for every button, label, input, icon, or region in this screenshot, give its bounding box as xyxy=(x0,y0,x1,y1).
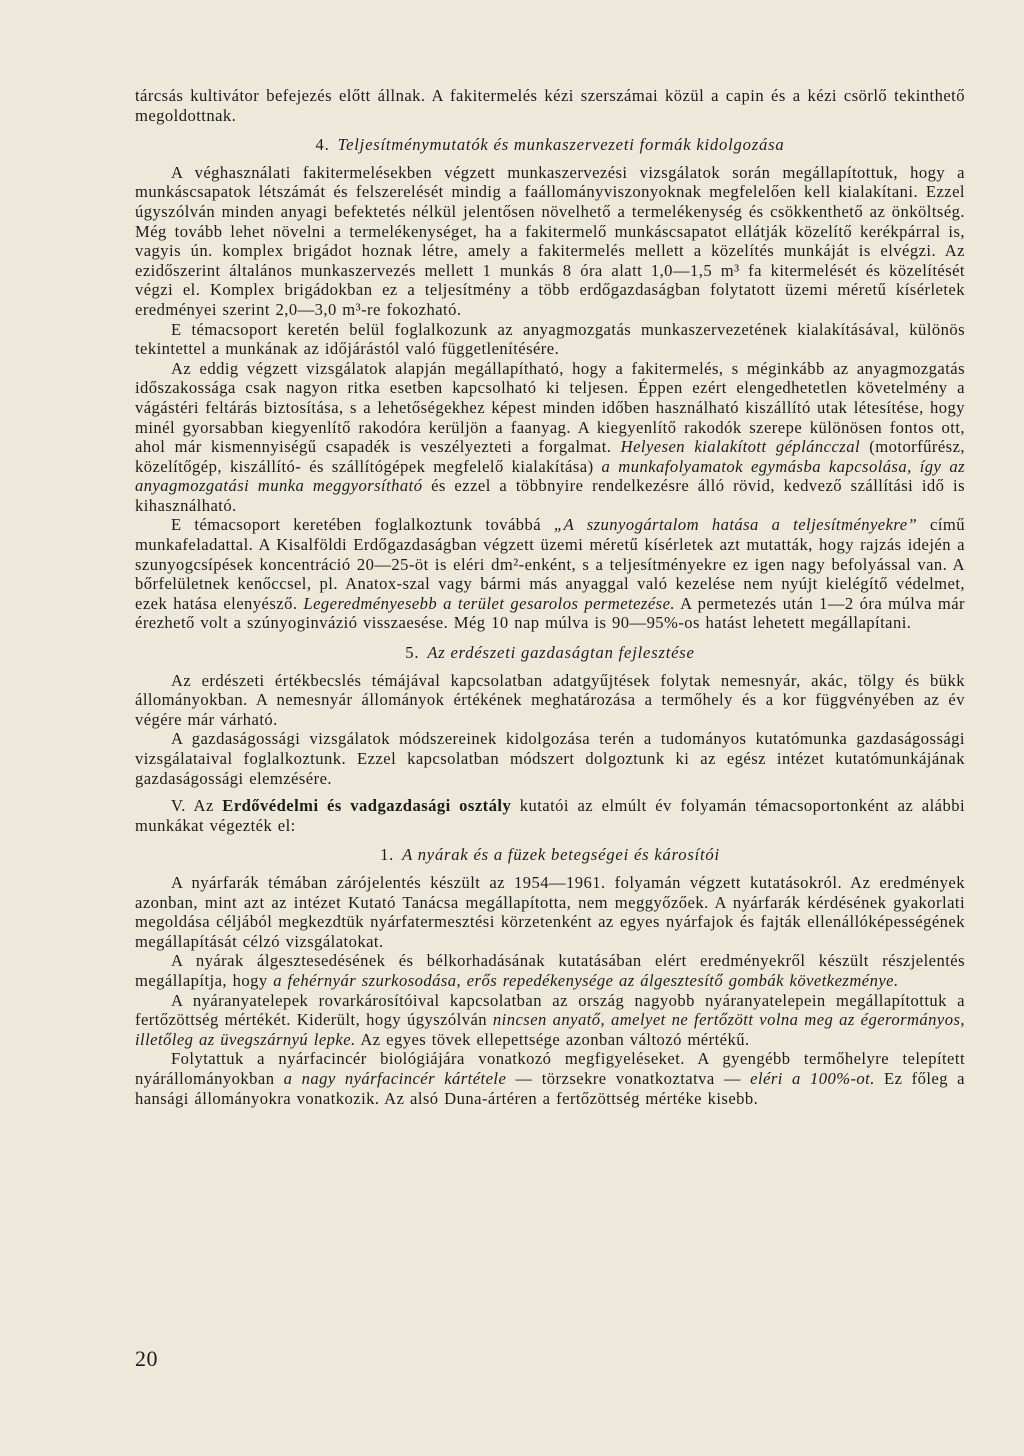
text-run: című munkafeladattal. A Kisalföldi Erdőgazdaságban végzett üzemi méretű kísérletek azt mutatták, hogy rajzás idején a szunyogcsípések koncentráció 20—25-öt is eléri dm²-enként, s a teljesítményekre ez igen nagy befolyással van. A bőrfelületnek kenőccsel, pl. Anatox-szal vagy bármi más anyaggal való kezelése nem nyújt kielégítő védelmet, ezek hatása elenyésző. xyxy=(135,515,966,613)
text-run: és ezzel a többnyire rendelkezésre álló rövid, kedvező szállítási idő is kihasználható. xyxy=(135,476,965,515)
text-run: — törzsekre vonatkoztatva — xyxy=(506,1068,751,1088)
section-5-paragraph-2: A gazdaságossági vizsgálatok módszereinek kidolgozása terén a tudományos kutatómunka gazdaságossági vizsgálataival foglalkoztunk. Ezzel kapcsolatban módszert dolgoztunk ki az egész intézet kutatómunkájának gazdaságossági elemzésére. xyxy=(135,729,965,788)
text-run: A permetezés után 1—2 óra múlva már érezhető volt a szúnyoginvázió visszaesése. Még 10 nap múlva is 90—95%-os hatást lehetett megállapítani. xyxy=(135,593,966,633)
text-run: E témacsoport keretében foglalkoztunk továbbá xyxy=(171,515,554,535)
emphasis-run: a fehérnyár szurkosodása, erős repedékenysége az álgesztesítő gombák következménye. xyxy=(273,970,899,990)
text-column xyxy=(135,86,965,1108)
subsection-1-heading xyxy=(135,845,965,865)
spacer xyxy=(135,788,965,796)
section-4-heading xyxy=(135,135,965,155)
subsection-1-paragraph-2 xyxy=(135,951,965,990)
subsection-1-paragraph-1: A nyárfarák témában zárójelentés készült az 1954—1961. folyamán végzett kutatásokról. Az eredmények azonban, mint azt az intézet Kutató Tanácsa megállapította, nem meggyőzőek. A nyárfarák kérdésének gyakorlati megoldása céljából megkezdtük nyárfatermesztési körzetenként az egyes nyárfajok és fajták ellenállóképességének megállapítását célzó vizsgálatokat. xyxy=(135,872,965,951)
section-5-heading xyxy=(135,643,965,663)
emphasis-run: a nagy nyárfacincér kártétele xyxy=(283,1068,507,1088)
subsection-1-title: A nyárak és a füzek betegségei és károsítói xyxy=(402,845,720,865)
emphasis-run: Legeredményesebb a terület gesarolos permetezése. xyxy=(303,593,675,613)
section-4-paragraph-1: A véghasználati fakitermelésekben végzett munkaszervezési vizsgálatok során megállapítottuk, hogy a munkáscsapatok létszámát és felszerelését mindig a faállományviszonyoknak megfelelően kell kialakítani. Ezzel úgyszólván minden anyagi befektetés nélkül jelentősen növelhető a termelékenység és csökkenthető az önköltség. Még tovább lehet növelni a termelékenységet, ha a fakitermelő munkáscsapatot ellátják közelítő kerékpárral is, vagyis ún. komplex brigádot hoznak létre, amely a fakitermelés mellett a közelítés munkáját is elvégzi. Az ezidőszerint általános munkaszervezés mellett 1 munkás 8 óra alatt 1,0—1,5 m³ fa kitermelését és közelítését végzi el. Komplex brigádokban ez a teljesítmény a több erdőgazdaságban folytatott üzemi méretű kísérletek eredményei szerint 2,0—3,0 m³-re fokozható. xyxy=(135,162,965,319)
text-run: V. Az xyxy=(171,796,223,816)
section-5-number: 5. xyxy=(405,643,420,663)
text-run: Ez főleg a hansági állományokra vonatkozik. Az alsó Duna-ártéren a fertőzöttség mértéke kisebb. xyxy=(135,1068,965,1108)
emphasis-run: a munkafolyamatok egymásba kapcsolása, így az anyagmozgatási munka meggyorsítható xyxy=(135,456,965,496)
section-5-title: Az erdészeti gazdaságtan fejlesztése xyxy=(427,643,695,663)
emphasis-run: „A szunyogártalom hatása a teljesítményekre” xyxy=(553,515,918,535)
subsection-1-paragraph-4 xyxy=(135,1049,965,1108)
intro-paragraph: tárcsás kultivátor befejezés előtt állnak. A fakitermelés kézi szerszámai közül a capin és a kézi csörlő tekinthető megoldottnak. xyxy=(135,86,965,125)
emphasis-run: eléri a 100%-ot. xyxy=(750,1068,875,1088)
emphasis-run: nincsen anyatő, amelyet ne fertőzött volna meg az égerormányos, illetőleg az üvegszárnyú lepke. xyxy=(135,1010,965,1049)
text-run: Folytattuk a nyárfacincér biológiájára vonatkozó megfigyeléseket. A gyengébb termőhelyre telepített nyárállományokban xyxy=(135,1049,965,1088)
text-run: Az eddig végzett vizsgálatok alapján megállapítható, hogy a fakitermelés, s méginkább az anyagmozgatás időszakossága csak nagyon ritka esetben kapcsolható ki teljesen. Éppen ezért elengedhetetlen követelmény a vágástéri feltárás biztosítása, s a lehetőségekhez képest minden időben használható kiszállító utak létesítése, hogy minél gyorsabban kiegyenlítő rakodóra kerüljön a faanyag. A kiegyenlítő rakodók szerepe különösen fontos ott, ahol már kismennyiségű csapadék is veszélyezteti a forgalmat. xyxy=(135,358,965,457)
subsection-1-paragraph-3 xyxy=(135,991,965,1050)
section-4-number: 4. xyxy=(315,135,330,155)
section-5-paragraph-1: Az erdészeti értékbecslés témájával kapcsolatban adatgyűjtések folytak nemesnyár, akác, tölgy és bükk állományokban. A nemesnyár állományok értékének meghatározása a termőhely és a kor függvényében az év végére már várható. xyxy=(135,670,965,729)
text-run: A nyáranyatelepek rovarkárosítóival kapcsolatban az ország nagyobb nyáranyatelepein megállapítottuk a fertőzöttség mértékét. Kiderült, hogy úgyszólván xyxy=(135,990,965,1030)
text-run: (motorfűrész, közelítőgép, kiszállító- és szállítógépek megfelelő kialakítása) xyxy=(135,437,965,476)
page-number: 20 xyxy=(135,1346,158,1371)
text-run: Az egyes tövek ellepettsége azonban változó mértékű. xyxy=(355,1029,750,1049)
emphasis-run: Helyesen kialakított gépláncczal xyxy=(620,437,861,457)
section-4-paragraph-2: E témacsoport keretén belül foglalkozunk az anyagmozgatás munkaszervezetének kialakításával, különös tekintettel a munkának az időjárástól való függetlenítésére. xyxy=(135,319,965,359)
section-4-paragraph-3 xyxy=(135,359,965,516)
section-4-title: Teljesítménymutatók és munkaszervezeti formák kidolgozása xyxy=(337,135,785,155)
text-run: A nyárak álgesztesedésének és bélkorhadásának kutatásában elért eredményekről készült részjelentés megállapítja, hogy xyxy=(135,951,965,990)
section-4-paragraph-4 xyxy=(135,515,965,633)
text-run: kutatói az elmúlt év folyamán témacsoportonként az alábbi munkákat végezték el: xyxy=(135,796,966,835)
subsection-1-number: 1. xyxy=(380,845,395,865)
department-name: Erdővédelmi és vadgazdasági osztály xyxy=(222,796,512,816)
chapter-v-intro xyxy=(135,796,965,835)
